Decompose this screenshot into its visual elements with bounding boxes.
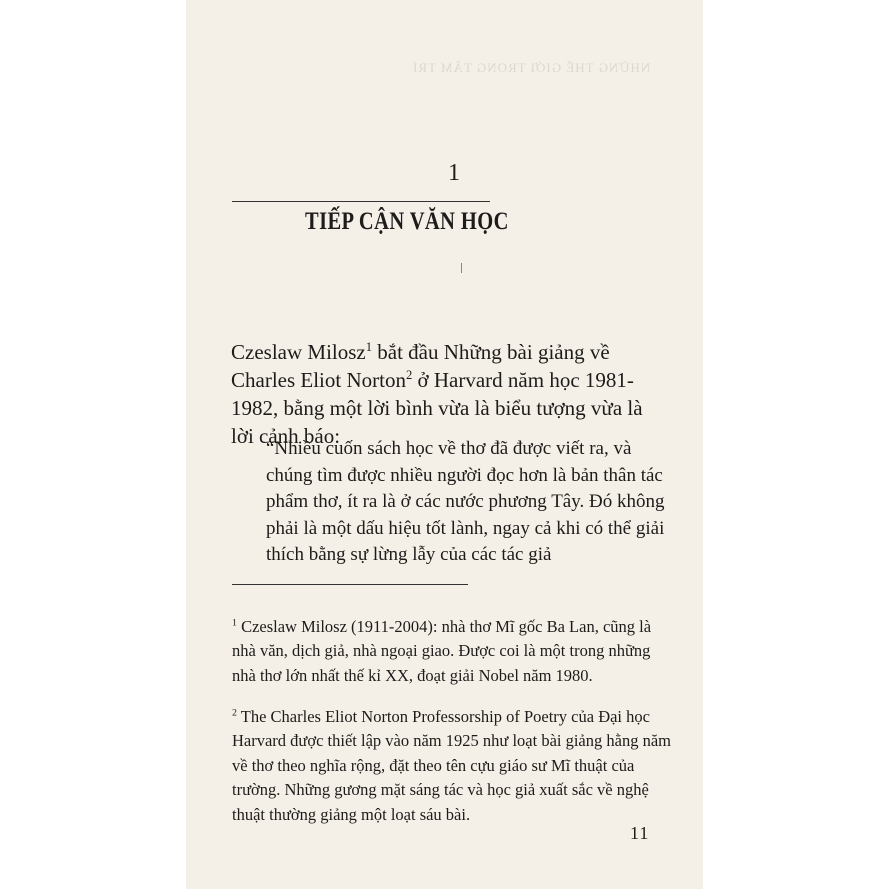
- page-number: 11: [630, 823, 650, 843]
- footnote-mark: 1: [232, 617, 237, 628]
- footnote-1: [232, 615, 672, 689]
- footnote-2: [232, 705, 672, 828]
- footnote-ref-2: 2: [405, 368, 413, 382]
- body-text-segment: bắt đầu Những bài giảng về Charles Eliot Norton: [231, 340, 610, 392]
- opening-paragraph: [231, 338, 669, 450]
- chapter-title: TIẾP CẬN VĂN HỌC: [305, 208, 509, 235]
- block-quote: “Nhiều cuốn sách học về thơ đã được viết ra, và chúng tìm được nhiều người đọc hơn là bản thân tác phẩm thơ, ít ra là ở các nước phương Tây. Đó không phải là một dấu hiệu tốt lành, ngay cả khi có thể giải thích bằng sự lừng lẫy của các tác giả: [266, 438, 665, 565]
- footnote-mark: 2: [232, 707, 237, 718]
- footnote-ref-1: 1: [365, 340, 373, 354]
- title-tick-mark: [461, 263, 462, 273]
- bleed-through-header: NHỮNG THẾ GIỚI TRONG TÂM TRÍ: [412, 60, 651, 75]
- footnotes: [232, 598, 672, 844]
- footnote-text: The Charles Eliot Norton Professorship of Poetry của Đại học Harvard được thiết lập vào năm 1925 như loạt bài giảng hằng năm về thơ theo nghĩa rộng, đặt theo tên cựu giáo sư Mĩ thuật của trường. Những gương mặt sáng tác và học giả xuất sắc về nghệ thuật thường giảng một loạt sáu bài.: [232, 706, 671, 824]
- footnote-rule: [232, 584, 468, 585]
- chapter-rule: [232, 201, 490, 202]
- body-text-segment: ở Harvard năm học 1981-1982, bằng một lời bình vừa là biểu tượng vừa là lời cảnh báo:: [231, 368, 643, 448]
- footnote-text: Czeslaw Milosz (1911-2004): nhà thơ Mĩ gốc Ba Lan, cũng là nhà văn, dịch giả, nhà ngoại giao. Được coi là một trong những nhà thơ lớn nhất thế kỉ XX, đoạt giải Nobel năm 1980.: [232, 616, 652, 685]
- body-text-segment: Czeslaw Milosz: [231, 340, 366, 364]
- chapter-number: 1: [448, 160, 460, 186]
